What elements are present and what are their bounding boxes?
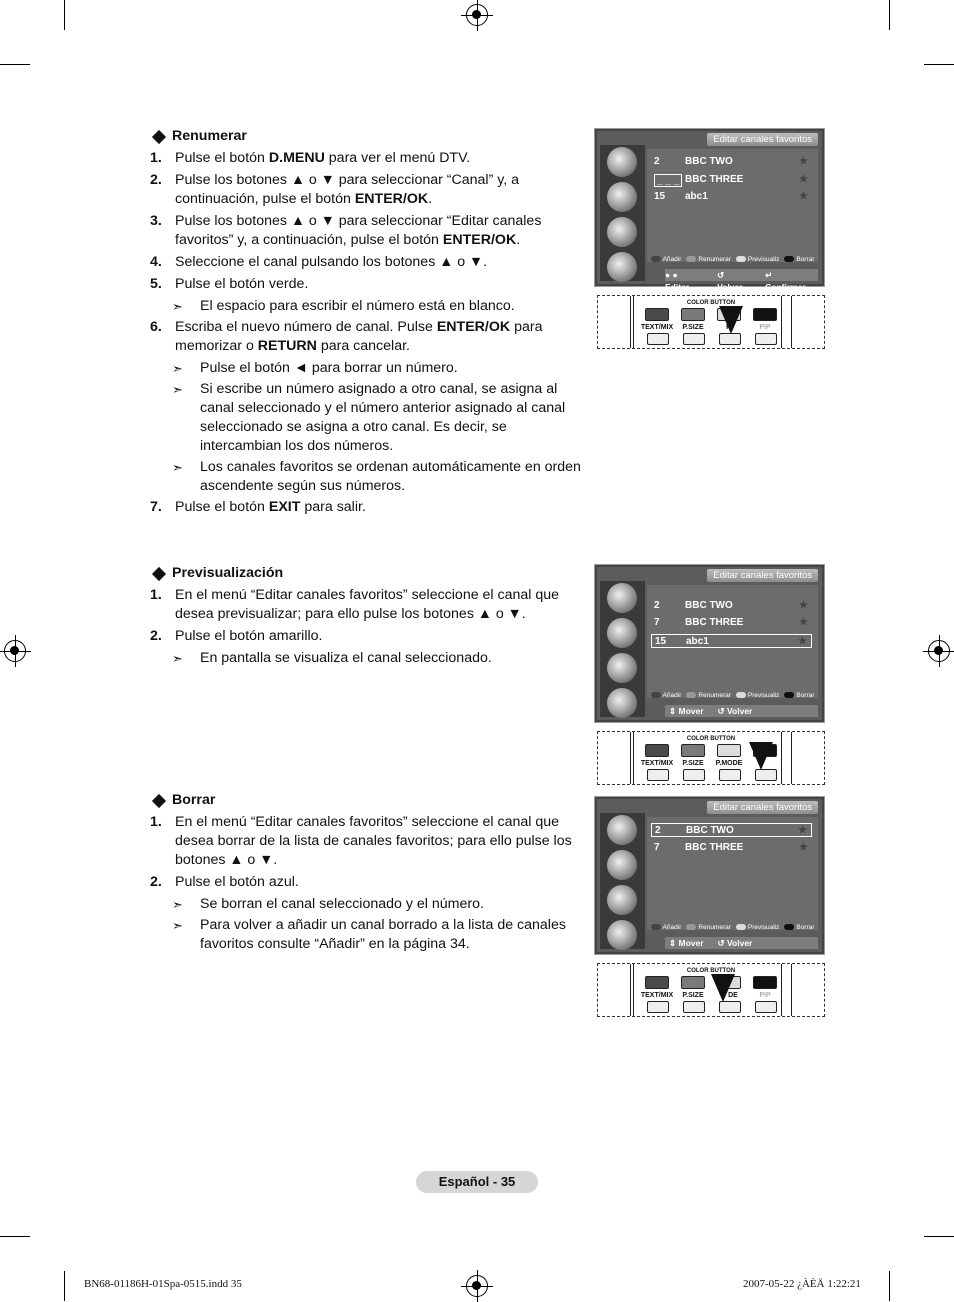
pip-button[interactable] [755, 769, 777, 781]
crop-mark [889, 0, 890, 30]
channel-row[interactable]: 15 abc1 ★ [654, 191, 808, 202]
diamond-bullet-icon [152, 129, 166, 143]
step: 1. Pulse el botón D.MENU para ver el menú DTV. [150, 150, 471, 166]
note-arrow-icon: ➣ [172, 897, 183, 912]
page-number-badge: Español - 35 [416, 1171, 538, 1193]
channel-row[interactable]: 7 BBC THREE ★ [654, 842, 808, 853]
channel-row[interactable]: 2 BBC TWO ★ [654, 156, 808, 167]
color-legend: Añadir Renumerar Previsualiz Borrar [647, 254, 818, 266]
color-legend: Añadir Renumerar Previsualiz Borrar [647, 690, 818, 702]
note: ➣ En pantalla se visualiza el canal seleccionado. [172, 650, 492, 666]
blue-button[interactable] [753, 976, 777, 989]
step: 5. Pulse el botón verde. [150, 276, 309, 292]
blue-button[interactable] [753, 308, 777, 321]
screen-footer: ⇕ Mover ↺ Volver [665, 705, 818, 717]
sound-menu-icon [607, 850, 637, 880]
step: 2. Pulse los botones ▲ o ▼ para seleccionar “Canal” y, a continuación, pulse el botón ENTER/OK. [150, 172, 520, 207]
crop-mark [64, 0, 65, 30]
section-title: Previsualización [150, 564, 590, 583]
tv-screen-renumerar [595, 129, 824, 292]
note-arrow-icon: ➣ [172, 651, 183, 666]
crop-mark [0, 64, 30, 65]
star-icon: ★ [799, 600, 808, 611]
screen-header: Editar canales favoritos [707, 133, 818, 146]
star-icon: ★ [799, 617, 808, 628]
date-slug: 2007-05-22 ¿ÀÈÄ 1:22:21 [743, 1278, 861, 1290]
note-arrow-icon: ➣ [172, 299, 183, 314]
yellow-button-icon [736, 256, 746, 262]
remote-control-strip: COLOR BUTTON TEXT/MIX P.SIZE DE PIP [597, 963, 825, 1017]
input-menu-icon [607, 688, 637, 718]
menu-sidebar [600, 813, 645, 949]
channel-list [647, 817, 818, 930]
red-button[interactable] [645, 976, 669, 989]
green-button-icon [686, 256, 696, 262]
picture-menu-icon [607, 147, 637, 177]
text-mix-button[interactable] [647, 769, 669, 781]
screen-footer: ● ● Editar ↺ Volver ↵ Confirmar [665, 269, 818, 281]
text-mix-button[interactable] [647, 1001, 669, 1013]
red-button[interactable] [645, 308, 669, 321]
menu-sidebar [600, 581, 645, 717]
red-button-icon [651, 692, 661, 698]
registration-mark-icon [466, 1275, 488, 1297]
section-previsualizacion [150, 564, 590, 670]
input-menu-icon [607, 252, 637, 282]
step: 3. Pulse los botones ▲ o ▼ para seleccionar “Editar canales favoritos” y, a continuación, pulse el botón ENTER/OK. [150, 213, 542, 248]
section-title: Borrar [150, 791, 590, 810]
screen-footer: ⇕ Mover ↺ Volver [665, 937, 818, 949]
psize-button[interactable] [683, 1001, 705, 1013]
color-legend: Añadir Renumerar Previsualiz Borrar [647, 922, 818, 934]
section-title: Renumerar [150, 127, 590, 146]
note: ➣ Para volver a añadir un canal borrado a la lista de canales favoritos consulte “Añadir” en la página 34. [172, 917, 566, 952]
star-icon: ★ [799, 842, 808, 853]
crop-mark [924, 64, 954, 65]
remote-control-strip: COLOR BUTTON TEXT/MIX P.SIZE P. PIP [597, 295, 825, 349]
green-button[interactable] [681, 744, 705, 757]
pmode-button[interactable] [719, 769, 741, 781]
blue-button-icon [784, 692, 794, 698]
star-icon: ★ [799, 156, 808, 167]
red-button[interactable] [645, 744, 669, 757]
yellow-button-icon [736, 924, 746, 930]
yellow-button-icon [736, 692, 746, 698]
menu-sidebar [600, 145, 645, 281]
note: ➣ Se borran el canal seleccionado y el número. [172, 896, 484, 912]
setup-menu-icon [607, 653, 637, 683]
green-button[interactable] [681, 308, 705, 321]
channel-row[interactable]: _ _ _ BBC THREE ★ [651, 173, 812, 187]
pointing-hand-icon [711, 974, 735, 1002]
crop-mark [64, 1271, 65, 1301]
registration-mark-icon [928, 640, 950, 662]
picture-menu-icon [607, 815, 637, 845]
sound-menu-icon [607, 618, 637, 648]
note: ➣ Si escribe un número asignado a otro canal, se asigna al canal seleccionado y el número anterior asignado al canal seleccionado se asigna a otro canal. Es decir, se intercambian los dos números. [172, 381, 566, 454]
setup-menu-icon [607, 885, 637, 915]
crop-mark [0, 1236, 30, 1237]
pmode-button[interactable] [719, 333, 741, 345]
step: 2. Pulse el botón amarillo. [150, 628, 323, 644]
blue-button-icon [784, 924, 794, 930]
tv-screen-previsualizacion [595, 565, 824, 722]
pointing-hand-icon [749, 742, 773, 770]
channel-list [647, 585, 818, 698]
pmode-button[interactable] [719, 1001, 741, 1013]
blue-button-icon [784, 256, 794, 262]
registration-mark-icon [4, 640, 26, 662]
sound-menu-icon [607, 182, 637, 212]
step: 4. Seleccione el canal pulsando los botones ▲ o ▼. [150, 254, 488, 270]
file-slug: BN68-01186H-01Spa-0515.indd 35 [84, 1278, 242, 1290]
crop-mark [889, 1271, 890, 1301]
psize-button[interactable] [683, 333, 705, 345]
registration-mark-icon [466, 4, 488, 26]
green-button-icon [686, 692, 696, 698]
green-button-icon [686, 924, 696, 930]
diamond-bullet-icon [152, 793, 166, 807]
step: 7. Pulse el botón EXIT para salir. [150, 499, 366, 515]
picture-menu-icon [607, 583, 637, 613]
note: ➣ Pulse el botón ◄ para borrar un número. [172, 360, 458, 376]
red-button-icon [651, 924, 661, 930]
step: 2. Pulse el botón azul. [150, 874, 299, 890]
note-arrow-icon: ➣ [172, 460, 183, 475]
pointing-hand-icon [719, 306, 743, 334]
note-arrow-icon: ➣ [172, 382, 183, 397]
note: ➣ Los canales favoritos se ordenan automáticamente en orden ascendente según sus números. [172, 459, 581, 494]
red-button-icon [651, 256, 661, 262]
step: 6. Escriba el nuevo número de canal. Pulse ENTER/OK para memorizar o RETURN para cancelar. [150, 319, 543, 354]
channel-row-selected[interactable]: 15 abc1 ★ [651, 634, 812, 648]
screen-header: Editar canales favoritos [707, 569, 818, 582]
diamond-bullet-icon [152, 566, 166, 580]
setup-menu-icon [607, 217, 637, 247]
section-renumerar [150, 127, 590, 520]
tv-screen-borrar [595, 797, 824, 954]
channel-list [647, 149, 818, 262]
step: 1. En el menú “Editar canales favoritos” seleccione el canal que desea borrar de la lista de canales favoritos; para ello pulse los botones ▲ o ▼. [150, 814, 572, 868]
crop-mark [924, 1236, 954, 1237]
pip-button[interactable] [755, 1001, 777, 1013]
screen-header: Editar canales favoritos [707, 801, 818, 814]
star-icon: ★ [799, 191, 808, 202]
note-arrow-icon: ➣ [172, 361, 183, 376]
pip-button[interactable] [755, 333, 777, 345]
star-icon: ★ [799, 174, 808, 185]
star-icon: ★ [798, 825, 807, 836]
yellow-button[interactable] [717, 744, 741, 757]
channel-row-selected[interactable]: 2 BBC TWO ★ [651, 823, 812, 837]
green-button[interactable] [681, 976, 705, 989]
channel-row[interactable]: 7 BBC THREE ★ [654, 617, 808, 628]
step: 1. En el menú “Editar canales favoritos” seleccione el canal que desea previsualizar; para ello pulse los botones ▲ o ▼. [150, 587, 560, 622]
input-menu-icon [607, 920, 637, 950]
psize-button[interactable] [683, 769, 705, 781]
section-borrar [150, 791, 590, 956]
channel-row[interactable]: 2 BBC TWO ★ [654, 600, 808, 611]
star-icon: ★ [798, 636, 807, 647]
note-arrow-icon: ➣ [172, 918, 183, 933]
text-mix-button[interactable] [647, 333, 669, 345]
note: ➣ El espacio para escribir el número está en blanco. [172, 298, 515, 314]
remote-control-strip: COLOR BUTTON TEXT/MIX P.SIZE P.MODE [597, 731, 825, 785]
